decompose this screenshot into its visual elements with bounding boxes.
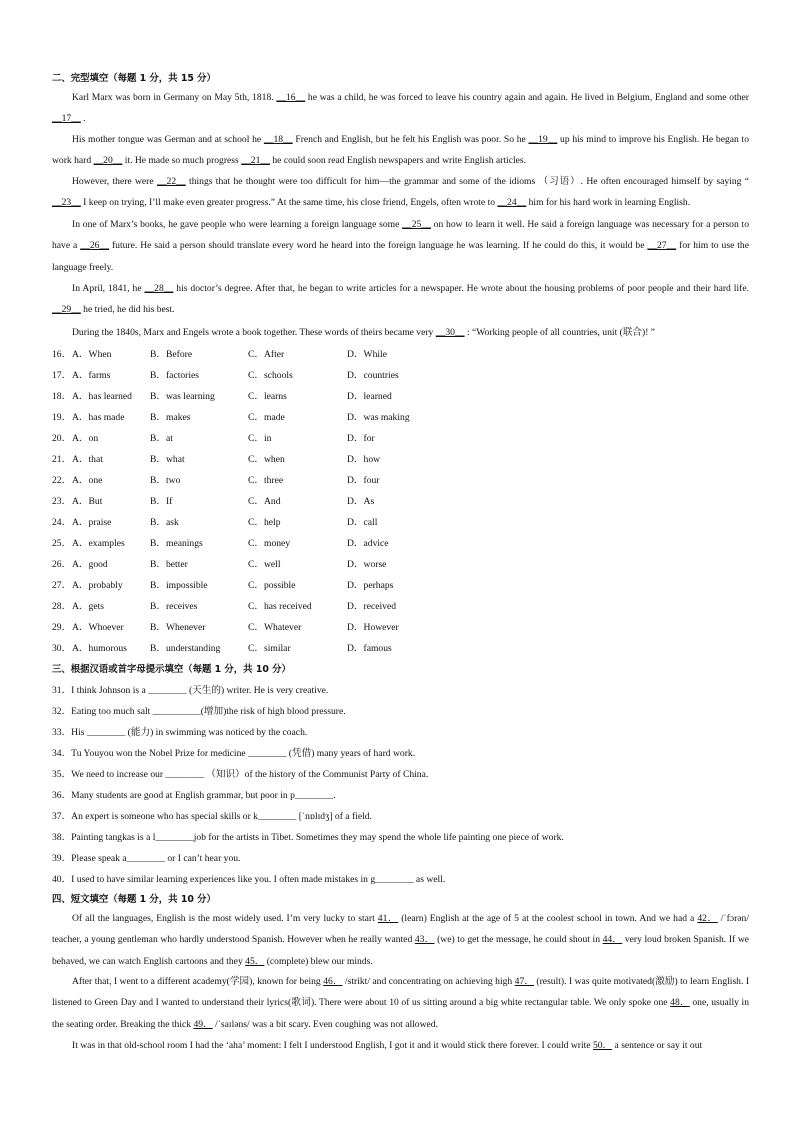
option-d: D．famous [347,643,392,654]
option-a: A．humorous [72,643,127,654]
passage-text: /strikt/ and concentrating on achieving high [342,976,515,987]
section-2-heading: 二、完型填空（每题 1 分，共 15 分） [52,73,216,84]
option-d: D．four [347,475,380,486]
blank-number: __16__ [276,92,306,103]
question-number: 24． [52,517,72,528]
question-number: 17． [52,370,72,381]
passage-text: up his mind to improve his English. He began to work hard [52,134,749,167]
option-b: B．two [150,475,181,486]
option-b: B．receives [150,601,198,612]
passage-text: In April, 1841, he [72,283,145,294]
question-number: 27． [52,580,72,591]
option-a: A．has made [72,412,125,423]
option-row [52,619,752,633]
option-a: A．on [72,433,99,444]
question-item: 39．Please speak a________ or I can’t hear you. [52,853,241,864]
question-item: 36．Many students are good at English grammar, but poor in p________. [52,790,336,801]
passage-text: on how to learn it well. He said a foreign language was necessary for a person to have a [52,219,749,252]
passage-paragraph [52,971,749,1035]
passage-text: It was in that old-school room I had the ‘aha’ moment: I felt I understood English, I got it and it would stick there forever. I could write [72,1040,593,1051]
blank-number: __27__ [647,240,677,252]
option-c: C．has received [248,601,312,612]
passage-paragraph [52,1035,749,1056]
cloze-paragraph [52,171,749,214]
option-b: B．understanding [150,643,221,654]
option-c: C．three [248,475,284,486]
option-row [52,346,752,360]
option-c: C．made [248,412,285,423]
question-number: 29． [52,622,72,633]
option-a: A．When [72,349,112,360]
option-d: D．received [347,601,397,612]
passage-text: /ˈsaɪləns/ was a bit scary. Even coughing was not allowed. [212,1018,438,1030]
passage-text: However, there were [72,176,157,187]
blank-number: 48． [670,997,690,1009]
option-row [52,493,752,507]
option-row [52,409,752,423]
question-number: 23． [52,496,72,507]
option-d: D．As [347,496,375,507]
option-c: C．possible [248,580,296,591]
question-number: 21． [52,454,72,465]
option-a: A．praise [72,517,112,528]
option-c: C．schools [248,370,293,381]
option-d: D．countries [347,370,399,381]
section-3-heading: 三、根据汉语或首字母提示填空（每题 1 分，共 10 分） [52,664,291,675]
passage-text: his doctor’s degree. After that, he began to write articles for a newspaper. He wrote about the housing problems of poor people and their hard life. [173,283,749,294]
option-row [52,640,752,654]
option-b: B．what [150,454,185,465]
option-row [52,430,752,444]
option-a: A．farms [72,370,111,381]
cloze-paragraph [52,322,749,343]
option-row [52,556,752,570]
option-row [52,514,752,528]
blank-number: 41． [377,913,399,924]
question-number: 19． [52,412,72,423]
option-d: D．how [347,454,381,465]
option-a: A．one [72,475,103,486]
question-item: 33．His ________ (能力) in swimming was noticed by the coach. [52,727,308,738]
question-number: 16． [52,349,72,360]
blank-number: __22__ [156,176,186,187]
passage-text: he could soon read English newspapers and write English articles. [269,155,527,167]
passage-text: (complete) blew our minds. [264,955,373,967]
blank-number: 46． [323,976,343,987]
question-number: 30． [52,643,72,654]
blank-number: __17__ [52,113,81,125]
option-b: B．at [150,433,173,444]
option-c: C．And [248,496,281,507]
option-c: C．learns [248,391,287,402]
passage-text: for him to use the language freely. [52,240,749,273]
option-c: C．similar [248,643,291,654]
question-item: 37．An expert is someone who has special skills or k________ [ˈnɒlɪdʒ] of a field. [52,811,372,822]
passage-text: it. He made so much progress [122,155,242,167]
option-c: C．help [248,517,281,528]
option-row [52,388,752,402]
option-d: D．call [347,517,378,528]
blank-number: __23__ [52,197,81,209]
option-row [52,577,752,591]
option-b: B．impossible [150,580,208,591]
passage-text: things that he thought were too difficult for him—the grammar and some of the idioms （习语）. He often encouraged himself by saying “ [185,176,749,187]
passage-text: I keep on trying, I’ll make even greater progress.” At the same time, his close friend, Engels, often wrote to [80,197,498,209]
blank-number: __28__ [144,283,174,294]
option-b: B．was learning [150,391,215,402]
blank-number: 44． [602,934,623,946]
passage-text: he was a child, he was forced to leave his country again and again. He lived in Belgium, England and some other [305,92,749,103]
option-row [52,535,752,549]
question-number: 20． [52,433,72,444]
blank-number: 47． [514,976,534,987]
passage-text: a sentence or say it out [612,1040,703,1051]
option-d: D．advice [347,538,389,549]
passage-paragraph [52,908,749,972]
option-a: A．gets [72,601,104,612]
option-b: B．better [150,559,188,570]
option-row [52,472,752,486]
option-b: B．meanings [150,538,203,549]
passage-text: After that, I went to a different academy(学园), known for being [72,976,324,987]
passage-text: Karl Marx was born in Germany on May 5th, 1818. [72,92,277,103]
question-item: 31．I think Johnson is a ________ (天生的) writer. He is very creative. [52,685,329,696]
question-item: 40．I used to have similar learning experiences like you. I often made mistakes in g________ as well. [52,874,446,885]
passage-text: In one of Marx’s books, he gave people who were learning a foreign language some [72,219,403,230]
question-item: 34．Tu Youyou won the Nobel Prize for medicine ________ (凭借) many years of hard work. [52,748,416,759]
question-item: 35．We need to increase our ________ （知识）of the history of the Communist Party of China. [52,769,429,780]
option-b: B．makes [150,412,191,423]
option-c: C．when [248,454,285,465]
passage-text: Of all the languages, English is the most widely used. I’m very lucky to start [72,913,378,924]
blank-number: 42． [697,913,718,924]
option-c: C．After [248,349,285,360]
blank-number: __26__ [80,240,110,252]
cloze-paragraph [52,129,749,172]
blank-number: __30__ [435,327,465,338]
option-a: A．has learned [72,391,132,402]
option-d: D．was making [347,412,410,423]
option-b: B．If [150,496,173,507]
option-d: D．perhaps [347,580,394,591]
passage-text: French and English, but he felt his English was poor. So he [292,134,529,145]
cloze-paragraph [52,87,749,130]
passage-text: (result). I was quite motivated(激励) to learn English. I listened to Green Day and I wanted to understand their lyrics(歌词). There were about 10 of us sitting around a big white rectangular table. We only spoke one [52,976,750,1009]
passage-text: . [80,113,86,125]
blank-number: 43． [414,934,435,946]
option-row [52,598,752,612]
option-a: A．But [72,496,103,507]
option-c: C．money [248,538,291,549]
question-number: 22． [52,475,72,486]
option-d: D．While [347,349,387,360]
passage-text: : “Working people of all countries, unit (联合)! ” [464,327,656,338]
passage-text: (learn) English at the age of 5 at the coolest school in town. And we had a [398,913,698,924]
option-c: C．Whatever [248,622,302,633]
option-b: B．factories [150,370,200,381]
option-a: A．Whoever [72,622,124,633]
option-d: D．learned [347,391,392,402]
passage-text: him for his hard work in learning English. [526,197,691,209]
option-d: D．worse [347,559,387,570]
cloze-paragraph [52,278,749,321]
option-row [52,367,752,381]
question-number: 28． [52,601,72,612]
passage-text: one, usually in the seating order. Breaking the thick [52,997,750,1030]
passage-text: (we) to get the message, he could shout in [434,934,603,946]
passage-text: he tried, he did his best. [80,304,175,316]
option-b: B．Whenever [150,622,206,633]
option-a: A．that [72,454,103,465]
passage-text: /ˈfɔrən/ teacher, a young gentleman who hardly understood Spanish. However when he really wanted [52,913,749,946]
section-4-heading: 四、短文填空（每题 1 分，共 10 分） [52,894,216,905]
option-c: C．in [248,433,272,444]
blank-number: __19__ [528,134,558,145]
blank-number: __18__ [263,134,293,145]
option-d: D．for [347,433,375,444]
option-b: B．Before [150,349,193,360]
question-item: 38．Painting tangkas is a l________job for the artists in Tibet. Sometimes they may spend the whole life painting one piece of work. [52,832,564,843]
option-a: A．good [72,559,108,570]
passage-text: During the 1840s, Marx and Engels wrote a book together. These words of theirs became very [72,327,436,338]
blank-number: 50． [592,1040,613,1051]
blank-number: __20__ [93,155,123,167]
blank-number: __24__ [497,197,527,209]
blank-number: 45． [245,955,265,967]
passage-text: very loud broken Spanish. If we behaved, we can watch English cartoons and they [52,934,750,967]
question-number: 18． [52,391,72,402]
question-number: 26． [52,559,72,570]
passage-text: future. He said a person should translate every word he heard into the foreign language he was learning. If he could do this, it would be [109,240,648,252]
option-c: C．well [248,559,281,570]
blank-number: __29__ [52,304,81,316]
option-d: D．However [347,622,399,633]
blank-number: 49． [193,1018,213,1030]
question-item: 32．Eating too much salt __________(增加)the risk of high blood pressure. [52,706,346,717]
question-number: 25． [52,538,72,549]
option-a: A．examples [72,538,125,549]
blank-number: __21__ [241,155,270,167]
passage-text: His mother tongue was German and at school he [72,134,264,145]
blank-number: __25__ [402,219,431,230]
option-a: A．probably [72,580,123,591]
cloze-paragraph [52,214,749,278]
option-row [52,451,752,465]
option-b: B．ask [150,517,179,528]
